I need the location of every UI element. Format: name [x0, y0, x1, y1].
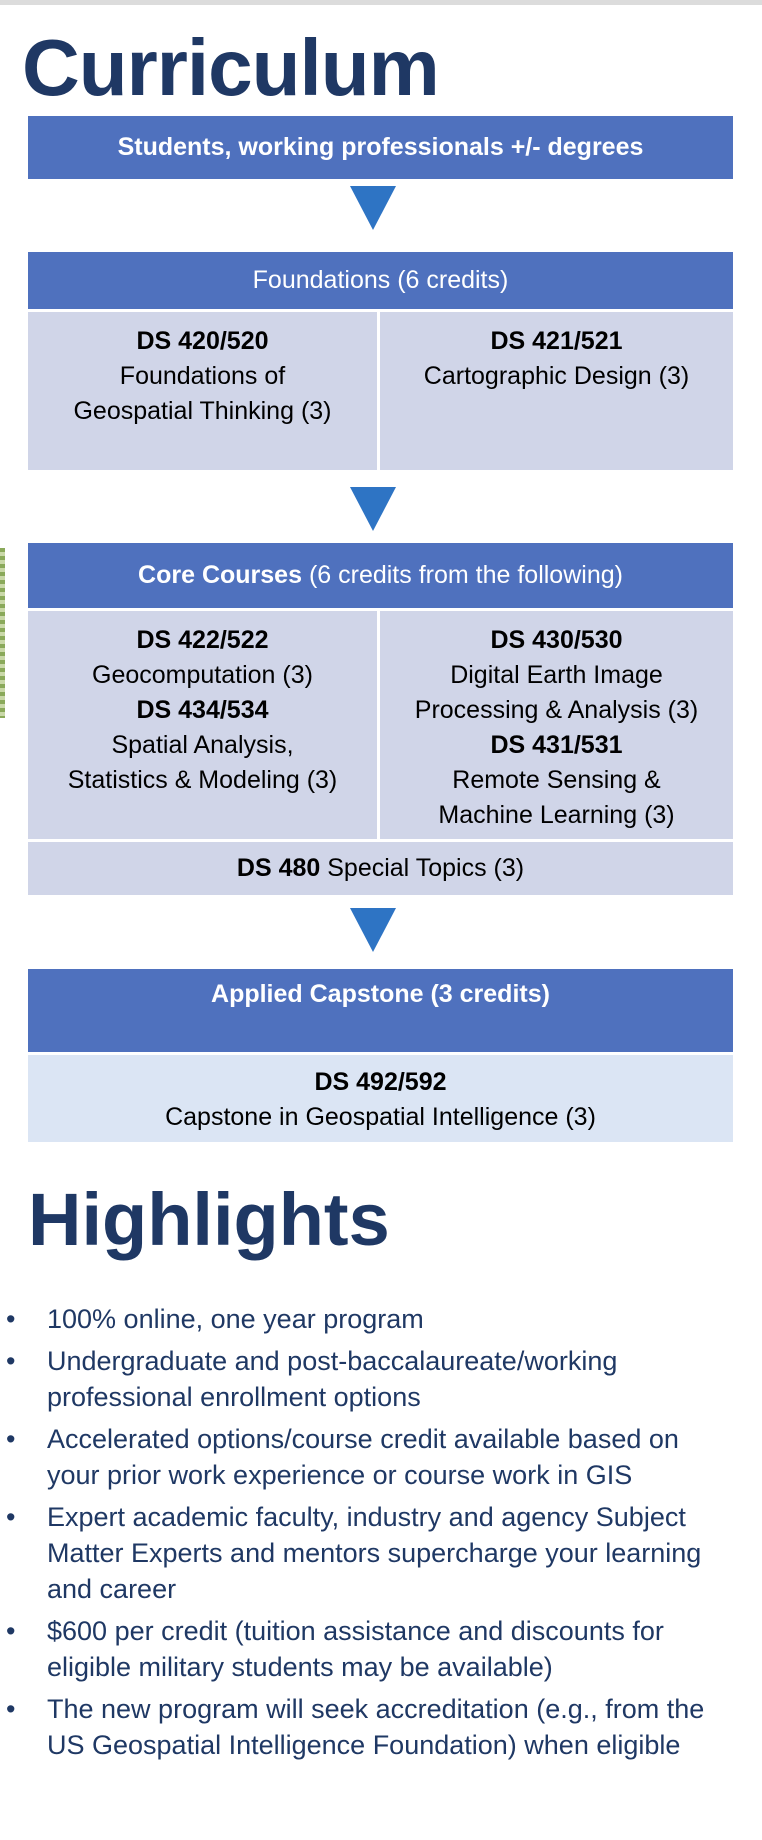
course-name: Cartographic Design (3): [423, 362, 690, 390]
highlight-text: eligible military students may be available): [47, 1652, 553, 1682]
bullet: •: [6, 1502, 16, 1532]
core-header-bold: Core Courses: [138, 561, 302, 589]
course-name: Remote Sensing &: [452, 766, 661, 794]
bullet: •: [6, 1424, 16, 1454]
highlights-title: Highlights: [28, 1178, 390, 1261]
highlight-text: Undergraduate and post-baccalaureate/working: [47, 1346, 618, 1376]
highlight-item: [0, 1301, 762, 1337]
course-code: DS 434/534: [136, 696, 269, 724]
course-cell-ds421: [380, 312, 733, 470]
highlight-text: and career: [47, 1574, 177, 1604]
special-topics-cell: [28, 842, 733, 895]
capstone-header-text: Applied Capstone (3 credits): [211, 980, 550, 1008]
core-left-cell: [28, 611, 377, 839]
bullet: •: [6, 1616, 16, 1646]
course-name: Processing & Analysis (3): [414, 696, 699, 724]
bullet: •: [6, 1346, 16, 1376]
core-right-cell: [380, 611, 733, 839]
highlight-text: your prior work experience or course work in GIS: [47, 1460, 633, 1490]
course-cell-ds420: [28, 312, 377, 470]
course-code: DS 420/520: [136, 327, 269, 355]
highlights-list: [0, 1301, 762, 1769]
capstone-cell: [28, 1055, 733, 1142]
course-name: Machine Learning (3): [438, 801, 675, 829]
flow-arrow-down-icon: [350, 487, 396, 531]
course-code: DS 422/522: [136, 626, 269, 654]
flow-arrow-down-icon: [350, 908, 396, 952]
bullet: •: [6, 1304, 16, 1334]
foundations-header: [28, 252, 733, 309]
course-code: DS 480: [236, 854, 321, 882]
course-name: Foundations of: [119, 362, 286, 390]
foundations-header-text: Foundations (6 credits): [252, 266, 509, 294]
top-border: [0, 0, 762, 5]
bullet: •: [6, 1694, 16, 1724]
highlight-text: $600 per credit (tuition assistance and discounts for: [47, 1616, 664, 1646]
curriculum-title: Curriculum: [22, 23, 439, 112]
course-name: Statistics & Modeling (3): [67, 766, 338, 794]
highlight-text: professional enrollment options: [47, 1382, 421, 1412]
side-decoration: [0, 548, 5, 718]
capstone-header: [28, 969, 733, 1052]
highlight-item: [0, 1421, 762, 1493]
course-name: Geospatial Thinking (3): [73, 397, 332, 425]
audience-text: Students, working professionals +/- degrees: [117, 133, 644, 161]
highlight-text: Expert academic faculty, industry and agency Subject: [47, 1502, 686, 1532]
highlight-text: Accelerated options/course credit available based on: [47, 1424, 679, 1454]
highlight-item: [0, 1499, 762, 1607]
highlight-item: [0, 1343, 762, 1415]
course-code: DS 492/592: [314, 1068, 447, 1096]
highlight-text: 100% online, one year program: [47, 1304, 424, 1334]
core-header-rest: (6 credits from the following): [302, 561, 623, 589]
course-code: DS 431/531: [490, 731, 623, 759]
highlight-text: Matter Experts and mentors supercharge your learning: [47, 1538, 702, 1568]
course-name: Special Topics (3): [320, 854, 525, 882]
audience-banner: [28, 116, 733, 179]
flow-arrow-down-icon: [350, 186, 396, 230]
course-name: Digital Earth Image: [450, 661, 663, 689]
highlight-item: [0, 1613, 762, 1685]
highlight-item: [0, 1691, 762, 1763]
core-header: [28, 543, 733, 608]
course-name: Capstone in Geospatial Intelligence (3): [165, 1103, 596, 1131]
course-name: Spatial Analysis,: [111, 731, 294, 759]
course-code: DS 421/521: [490, 327, 623, 355]
course-code: DS 430/530: [490, 626, 623, 654]
highlight-text: The new program will seek accreditation (e.g., from the: [47, 1694, 705, 1724]
highlight-text: US Geospatial Intelligence Foundation) when eligible: [47, 1730, 681, 1760]
course-name: Geocomputation (3): [92, 661, 313, 689]
